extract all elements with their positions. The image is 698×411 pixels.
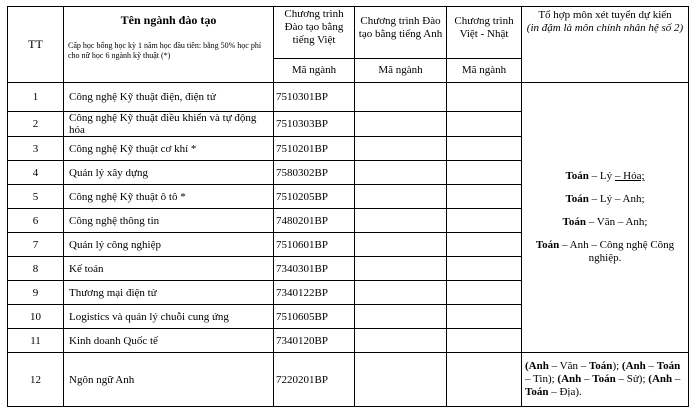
japanese-program-cell bbox=[447, 161, 522, 185]
major-code: 7340120BP bbox=[274, 329, 355, 353]
japanese-program-cell bbox=[447, 305, 522, 329]
english-program-cell bbox=[355, 329, 447, 353]
major-name: Quản lý xây dựng bbox=[64, 161, 274, 185]
row-number: 5 bbox=[8, 185, 64, 209]
english-program-cell bbox=[355, 137, 447, 161]
japanese-program-cell bbox=[447, 137, 522, 161]
code-label-en: Mã ngành bbox=[355, 59, 447, 83]
major-code: 7340122BP bbox=[274, 281, 355, 305]
row-number: 4 bbox=[8, 161, 64, 185]
major-name: Công nghệ Kỹ thuật điều khiển và tự động hóa bbox=[64, 112, 274, 137]
japanese-program-header: Chương trình Việt - Nhật bbox=[447, 7, 522, 59]
major-code: 7510201BP bbox=[274, 137, 355, 161]
major-code: 7340301BP bbox=[274, 257, 355, 281]
english-program-cell bbox=[355, 112, 447, 137]
major-code: 7580302BP bbox=[274, 161, 355, 185]
english-program-cell bbox=[355, 281, 447, 305]
english-program-cell bbox=[355, 161, 447, 185]
major-name: Logistics và quản lý chuỗi cung ứng bbox=[64, 305, 274, 329]
major-name: Kế toán bbox=[64, 257, 274, 281]
major-code: 7510303BP bbox=[274, 112, 355, 137]
combo-3: Toán – Văn – Anh; bbox=[562, 216, 648, 228]
japanese-program-cell bbox=[447, 233, 522, 257]
major-name-header bbox=[64, 7, 274, 83]
major-name: Công nghệ Kỹ thuật ô tô * bbox=[64, 185, 274, 209]
major-code: 7510605BP bbox=[274, 305, 355, 329]
english-program-cell bbox=[355, 353, 447, 407]
japanese-program-cell bbox=[447, 209, 522, 233]
row-number: 6 bbox=[8, 209, 64, 233]
major-code: 7510205BP bbox=[274, 185, 355, 209]
row-number: 11 bbox=[8, 329, 64, 353]
major-code: 7480201BP bbox=[274, 209, 355, 233]
major-code: 7220201BP bbox=[274, 353, 355, 407]
table-row bbox=[8, 353, 689, 407]
combo-subtitle: (in đậm là môn chính nhân hệ số 2) bbox=[526, 22, 684, 34]
japanese-program-cell bbox=[447, 257, 522, 281]
japanese-program-cell bbox=[447, 112, 522, 137]
code-label-jp: Mã ngành bbox=[447, 59, 522, 83]
english-program-cell bbox=[355, 209, 447, 233]
row-number: 8 bbox=[8, 257, 64, 281]
major-name: Kinh doanh Quốc tế bbox=[64, 329, 274, 353]
major-name: Ngôn ngữ Anh bbox=[64, 353, 274, 407]
row-number: 12 bbox=[8, 353, 64, 407]
row-number: 1 bbox=[8, 83, 64, 112]
combo-title: Tổ hợp môn xét tuyển dự kiến bbox=[538, 9, 672, 21]
major-name: Công nghệ thông tin bbox=[64, 209, 274, 233]
major-name: Công nghệ Kỹ thuật điện, điện tử bbox=[64, 83, 274, 112]
subject-combinations bbox=[522, 83, 689, 353]
japanese-program-cell bbox=[447, 329, 522, 353]
row-number: 9 bbox=[8, 281, 64, 305]
code-label-vn: Mã ngành bbox=[274, 59, 355, 83]
tt-header: TT bbox=[8, 7, 64, 83]
english-program-cell bbox=[355, 257, 447, 281]
combo-header bbox=[522, 7, 689, 83]
major-code: 7510301BP bbox=[274, 83, 355, 112]
subject-combinations-english: (Anh – Văn – Toán); (Anh – Toán – Tin); (Anh – Toán – Sử); (Anh – Toán – Địa). bbox=[522, 353, 689, 407]
row-number: 2 bbox=[8, 112, 64, 137]
row-number: 7 bbox=[8, 233, 64, 257]
english-program-cell bbox=[355, 305, 447, 329]
admissions-table bbox=[7, 6, 689, 407]
english-program-header: Chương trình Đào tạo bằng tiếng Anh bbox=[355, 7, 447, 59]
row-number: 10 bbox=[8, 305, 64, 329]
english-program-cell bbox=[355, 83, 447, 112]
japanese-program-cell bbox=[447, 185, 522, 209]
english-program-cell bbox=[355, 185, 447, 209]
combo-2: Toán – Lý – Anh; bbox=[565, 193, 645, 205]
major-code: 7510601BP bbox=[274, 233, 355, 257]
major-name: Quản lý công nghiệp bbox=[64, 233, 274, 257]
japanese-program-cell bbox=[447, 353, 522, 407]
header-row bbox=[8, 7, 689, 59]
row-number: 3 bbox=[8, 137, 64, 161]
english-program-cell bbox=[355, 233, 447, 257]
japanese-program-cell bbox=[447, 281, 522, 305]
combo-1: Toán – Lý – Hóa; bbox=[565, 170, 645, 182]
japanese-program-cell bbox=[447, 83, 522, 112]
vietnamese-program-header: Chương trình Đào tạo bằng tiếng Việt bbox=[274, 7, 355, 59]
major-name: Thương mại điện tử bbox=[64, 281, 274, 305]
table-row bbox=[8, 83, 689, 112]
major-name: Công nghệ Kỹ thuật cơ khí * bbox=[64, 137, 274, 161]
major-name-title: Tên ngành đào tạo bbox=[120, 13, 217, 27]
scholarship-note: Cấp học bổng học kỳ 1 năm học đầu tiên: bằng 50% học phí cho nữ học 6 ngành kỹ thuật (*) bbox=[68, 41, 262, 60]
combo-4: Toán – Anh – Công nghệ Công nghiệp. bbox=[535, 239, 675, 264]
